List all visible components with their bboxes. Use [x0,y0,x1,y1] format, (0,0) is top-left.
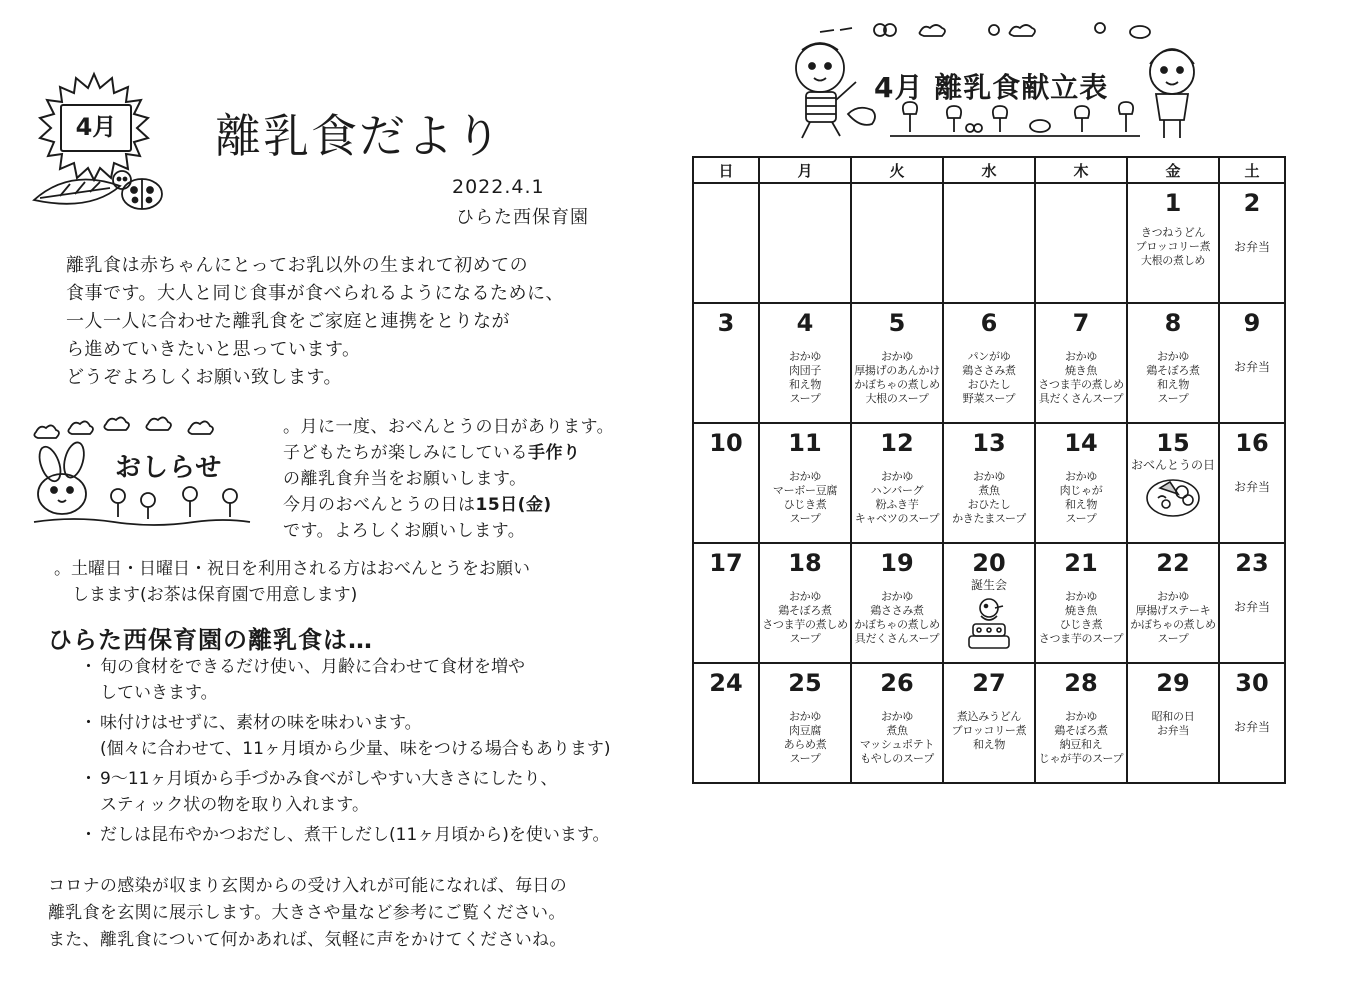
calendar-day-cell [943,663,1035,783]
meal-item: 粉ふき芋 [875,498,919,511]
meal-item: スープ [1065,512,1097,525]
meal-item: 煮込みうどん [956,710,1022,723]
ladybug-leaf-icon [30,160,170,220]
section-title: ひらた西保育園の離乳食は… [48,626,373,654]
calendar-day-cell [1035,423,1127,543]
meal-list [852,590,942,646]
meal-item: じゃが芋のスープ [1038,752,1124,765]
meal-item: かぼちゃの煮しめ [854,378,940,391]
meal-item: きつねうどん [1140,226,1206,239]
meal-item: かきたまスープ [952,512,1026,525]
meal-item: 鶏ささみ煮 [962,364,1016,377]
meal-item: かぼちゃの煮しめ [1130,618,1216,631]
day-number: 19 [880,549,914,577]
meal-item: 納豆和え [1059,738,1103,751]
day-number: 30 [1235,669,1269,697]
meal-item: さつま芋の煮しめ [1038,378,1124,391]
meal-item: おかゆ [1064,350,1098,363]
meal-item: 具だくさんスープ [1038,392,1124,405]
meal-item: おかゆ [788,350,822,363]
meal-item: さつま芋のスープ [1038,632,1124,645]
day-number: 29 [1156,669,1190,697]
meal-item: スープ [789,512,821,525]
meal-item: 鶏ささみ煮 [870,604,924,617]
calendar-day-cell [693,303,759,423]
meal-item: スープ [1157,632,1189,645]
meal-item: おかゆ [880,710,914,723]
meal-list [1036,710,1126,766]
meal-list [852,710,942,766]
meal-item: 煮魚 [978,484,1000,497]
day-number: 12 [880,429,914,457]
calendar-day-cell [1219,183,1285,303]
day-number: 1 [1164,189,1182,217]
notice-text-part: 子どもたちが楽しみにしている [283,443,528,463]
meal-list [1128,590,1218,646]
calendar-day-cell [759,663,851,783]
meal-item: スープ [1157,392,1189,405]
meal-item: ブロッコリー煮 [951,724,1027,737]
page-title: 離乳食だより [215,109,503,163]
meal-list [1036,590,1126,646]
weekday-header-row [693,157,1285,183]
day-number: 2 [1243,189,1261,217]
list-item-line: (個々に合わせて、11ヶ月頃から少量、味をつける場合もあります) [100,739,611,759]
meal-item: おかゆ [880,590,914,603]
day-number: 21 [1064,549,1098,577]
calendar-day-cell [943,543,1035,663]
day-number: 8 [1164,309,1182,337]
calendar-week-row [693,303,1285,423]
calendar-day-cell [1219,423,1285,543]
meal-item: おかゆ [972,470,1006,483]
closing-line: コロナの感染が収まり玄関からの受け入れが可能になれば、毎日の [48,876,567,896]
list-item [80,654,655,706]
day-number: 22 [1156,549,1190,577]
day-number: 13 [972,429,1006,457]
intro-text [66,252,626,392]
meal-item: 大根の煮しめ [1140,254,1206,267]
meal-item: おかゆ [788,470,822,483]
day-number: 7 [1072,309,1090,337]
meal-list [1128,226,1218,268]
day-number: 14 [1064,429,1098,457]
meal-list [944,470,1034,526]
day-number: 25 [788,669,822,697]
meal-item: 厚揚げのあんかけ [854,364,940,377]
calendar-day-cell [943,183,1035,303]
meal-item: マーボー豆腐 [772,484,838,497]
meal-list [852,350,942,406]
calendar-week-row [693,183,1285,303]
calendar-day-cell [1035,663,1127,783]
intro-line: 離乳食は赤ちゃんにとってお乳以外の生まれて初めての [66,255,529,276]
weekday-header: 日 [693,157,759,183]
bento-note: お弁当 [1233,600,1270,614]
meal-item: おひたし [967,378,1011,391]
meal-item: 肉豆腐 [788,724,822,737]
notice-line: の離乳食弁当をお願いします。 [283,469,527,489]
meal-item: おかゆ [880,470,914,483]
notice-line [283,492,643,518]
meal-item: 昭和の日 [1151,710,1195,723]
meal-item: おかゆ [1064,590,1098,603]
calendar-week-row [693,423,1285,543]
birthday-cake-icon [965,594,1013,652]
meal-item: 野菜スープ [962,392,1016,405]
day-number: 24 [709,669,743,697]
bento-day-emphasis: 15日(金) [475,495,552,515]
notice-text-part: 今月のおべんとうの日は [283,495,476,515]
meal-item: おかゆ [1064,470,1098,483]
notice-emphasis: 手作り [528,443,581,463]
notice-label: おしらせ [115,453,223,483]
list-item-line: スティック状の物を取り入れます。 [100,795,369,815]
meal-item: おかゆ [788,590,822,603]
meal-item: かぼちゃの煮しめ [854,618,940,631]
meal-item: 和え物 [788,378,822,391]
meal-list [760,350,850,406]
month-badge-label: 4月 [60,104,132,152]
list-item [80,822,655,848]
calendar-day-cell [1035,303,1127,423]
day-number: 27 [972,669,1006,697]
meal-item: おかゆ [1064,710,1098,723]
weekday-header: 木 [1035,157,1127,183]
calendar-day-cell [759,303,851,423]
calendar-day-cell [1219,543,1285,663]
notice-line: 。土曜日・日曜日・祝日を利用される方はおべんとうをお願い [54,559,530,579]
day-event-label: 誕生会 [970,578,1007,592]
meal-item: 焼き魚 [1064,364,1098,377]
day-number: 6 [980,309,998,337]
weekday-header: 火 [851,157,943,183]
meal-list [1128,350,1218,406]
day-number: 26 [880,669,914,697]
notice-line: 。月に一度、おべんとうの日があります。 [283,417,615,437]
meal-item: ブロッコリー煮 [1135,240,1211,253]
bento-note: お弁当 [1233,720,1270,734]
weekday-header: 土 [1219,157,1285,183]
meal-item: 鶏そぼろ煮 [778,604,832,617]
meal-item: 焼き魚 [1064,604,1098,617]
day-number: 17 [709,549,743,577]
meal-item: 煮魚 [886,724,908,737]
calendar-day-cell [759,183,851,303]
calendar-day-cell [943,303,1035,423]
intro-line: 食事です。大人と同じ食事が食べられるようになるために、 [66,283,565,304]
calendar-day-cell [1219,663,1285,783]
calendar-week-row [693,663,1285,783]
menu-title: 4月 離乳食献立表 [874,71,1109,104]
meal-item: もやしのスープ [860,752,934,765]
bento-note: お弁当 [1233,480,1270,494]
calendar-day-cell [851,663,943,783]
meal-item: スープ [789,632,821,645]
day-event-label: おべんとうの日 [1130,458,1215,472]
meal-item: 肉団子 [788,364,822,377]
calendar-day-cell [693,543,759,663]
day-number: 18 [788,549,822,577]
closing-text [48,873,648,954]
meal-item: パンがゆ [967,350,1011,363]
meal-item: ひじき煮 [1059,618,1103,631]
notice-line: しまます(お茶は保育園で用意します) [72,585,358,605]
bento-note: お弁当 [1233,240,1270,254]
notice-line [283,440,643,466]
meal-item: マッシュポテト [859,738,935,751]
closing-line: また、離乳食について何かあれば、気軽に声をかけてくださいね。 [48,930,567,950]
day-number: 10 [709,429,743,457]
weekend-notice [54,556,644,608]
calendar-day-cell [1127,663,1219,783]
meal-list [944,710,1034,752]
meal-item: スープ [789,392,821,405]
weekday-header: 月 [759,157,851,183]
meal-list [760,710,850,766]
day-number: 20 [972,549,1006,577]
notice-text [283,414,643,544]
meal-item: さつま芋の煮しめ [762,618,848,631]
meal-item: スープ [789,752,821,765]
meal-list [760,590,850,646]
intro-line: 一人一人に合わせた離乳食をご家庭と連携をとりなが [66,311,510,332]
issue-date: 2022.4.1 [452,176,545,198]
menu-calendar [692,156,1286,784]
list-item-line: ・ 9～11ヶ月頃から手づかみ食べがしやすい大きさにしたり、 [100,769,558,789]
calendar-day-cell [1127,183,1219,303]
day-number: 11 [788,429,822,457]
calendar-week-row [693,543,1285,663]
meal-list [760,470,850,526]
bento-note: お弁当 [1233,360,1270,374]
day-number: 3 [717,309,735,337]
weekday-header: 金 [1127,157,1219,183]
notice-line: です。よろしくお願いします。 [283,521,526,541]
school-name: ひらた西保育園 [456,207,589,228]
day-number: 16 [1235,429,1269,457]
calendar-day-cell [851,543,943,663]
list-item-line: ・ 旬の食材をできるだけ使い、月齢に合わせて食材を増や [100,657,525,677]
meal-item: キャベツのスープ [854,512,940,525]
calendar-day-cell [1035,543,1127,663]
meal-list [852,470,942,526]
meal-item: 肉じゃが [1059,484,1103,497]
intro-line: ら進めていきたいと思っています。 [66,339,361,360]
day-number: 15 [1156,429,1190,457]
weekday-header: 水 [943,157,1035,183]
calendar-day-cell [1127,303,1219,423]
calendar-day-cell [851,423,943,543]
meal-item: 鶏そぼろ煮 [1054,724,1108,737]
meal-item: ハンバーグ [870,484,924,497]
calendar-day-cell [851,183,943,303]
calendar-day-cell [759,543,851,663]
day-number: 4 [796,309,814,337]
meal-item: 厚揚げステーキ [1135,604,1211,617]
meal-item: おかゆ [1156,590,1190,603]
calendar-day-cell [693,183,759,303]
meal-list [1036,350,1126,406]
list-item-line: していきます。 [100,683,218,703]
calendar-day-cell [693,663,759,783]
meal-item: おかゆ [1156,350,1190,363]
list-item [80,766,655,818]
calendar-day-cell [693,423,759,543]
calendar-day-cell [851,303,943,423]
day-number: 9 [1243,309,1261,337]
meal-list [944,350,1034,406]
list-item-line: ・ だしは昆布やかつおだし、煮干しだし(11ヶ月頃から)を使います。 [100,825,610,845]
meal-item: お弁当 [1156,724,1190,737]
list-item-line: ・ 味付けはせずに、素材の味を味わいます。 [100,713,422,733]
meal-item: 鶏そぼろ煮 [1146,364,1200,377]
calendar-day-cell [1127,423,1219,543]
meal-list [1036,470,1126,526]
meal-item: 和え物 [1156,378,1190,391]
calendar-day-cell [1219,303,1285,423]
meal-item: おかゆ [880,350,914,363]
day-number: 23 [1235,549,1269,577]
calendar-day-cell [1127,543,1219,663]
list-item [80,710,655,762]
day-number: 5 [888,309,906,337]
meal-item: 和え物 [1064,498,1098,511]
meal-list [1128,710,1218,738]
calendar-day-cell [943,423,1035,543]
intro-line: どうぞよろしくお願い致します。 [66,367,343,388]
meal-item: 和え物 [972,738,1006,751]
meal-item: 大根のスープ [865,392,929,405]
calendar-day-cell [1035,183,1127,303]
calendar-day-cell [759,423,851,543]
meal-item: ひじき煮 [783,498,827,511]
meal-item: あらめ煮 [783,738,827,751]
meal-item: おひたし [967,498,1011,511]
policy-list [80,654,655,852]
day-number: 28 [1064,669,1098,697]
bento-box-icon [1144,474,1202,520]
meal-item: 具だくさんスープ [854,632,940,645]
closing-line: 離乳食を玄関に展示します。大きさや量など参考にご覧ください。 [48,903,566,923]
meal-item: おかゆ [788,710,822,723]
